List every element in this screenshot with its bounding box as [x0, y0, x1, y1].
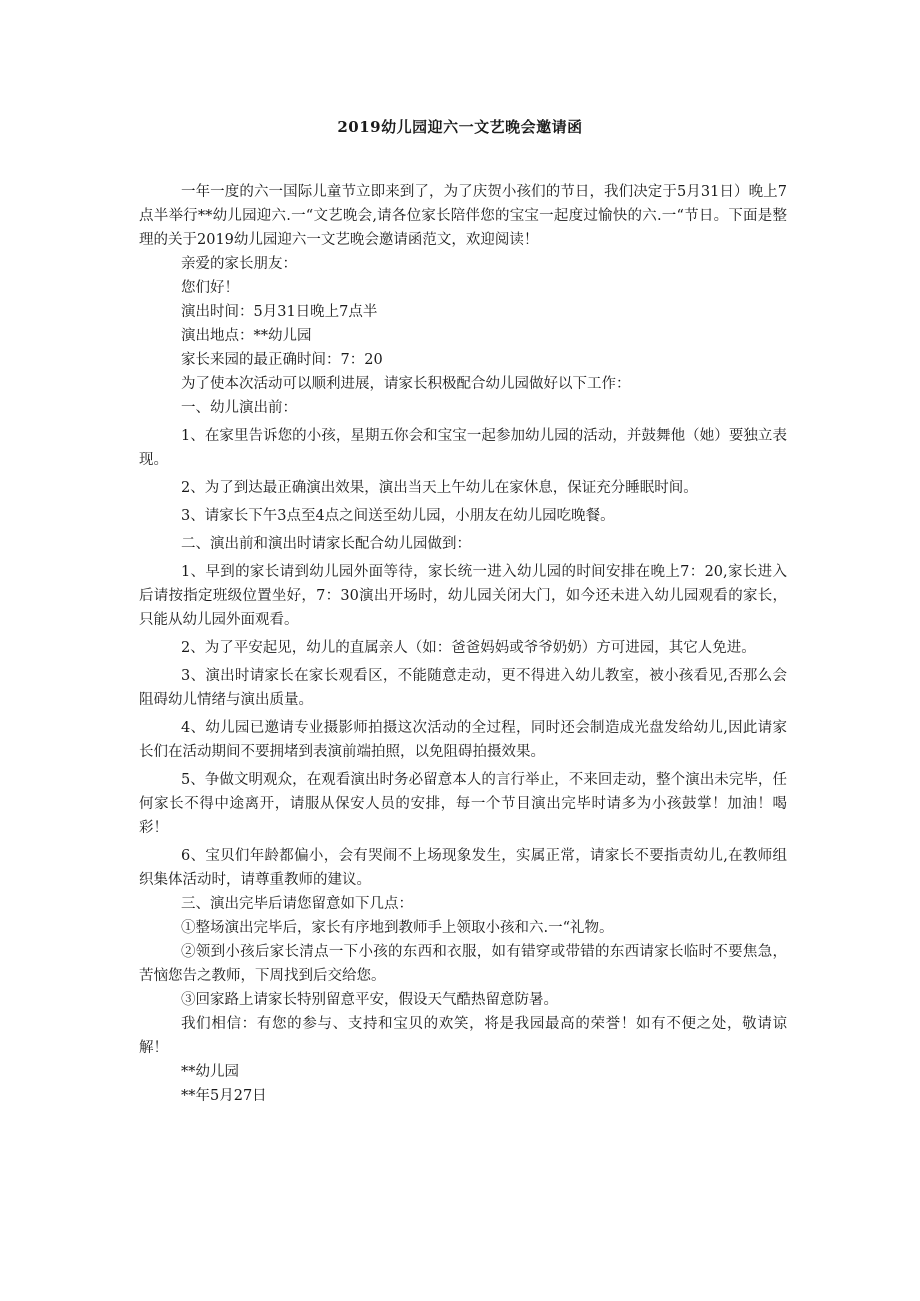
signature-date: **年5月27日 — [181, 1088, 267, 1104]
show-time: 演出时间：5月31日晚上7点半 — [181, 304, 378, 320]
document-body — [139, 180, 787, 1108]
section-heading-3: 三、演出完毕后请您留意如下几点： — [181, 896, 413, 912]
list-item: ②领到小孩后家长清点一下小孩的东西和衣服，如有错穿或带错的东西请家长临时不要焦急，苦恼您告之教师，下周找到后交给您。 — [139, 944, 787, 984]
intro-paragraph: 一年一度的六一国际儿童节立即来到了，为了庆贺小孩们的节日，我们决定于5月31日）晚上7点半举行**幼儿园迎六.一“文艺晚会,请各位家长陪伴您的宝宝一起度过愉快的六.一“节日。下面是整理的关于2019幼儿园迎六一文艺晚会邀请函范文，欢迎阅读！ — [139, 184, 787, 248]
section-heading-2: 二、演出前和演出时请家长配合幼儿园做到： — [181, 536, 471, 552]
show-location: 演出地点：**幼儿园 — [181, 328, 312, 344]
list-item: 2、为了到达最正确演出效果，演出当天上午幼儿在家休息，保证充分睡眠时间。 — [181, 480, 698, 496]
page-title: 2019幼儿园迎六一文艺晚会邀请函 — [337, 118, 583, 136]
list-item: 3、演出时请家长在家长观看区，不能随意走动，更不得进入幼儿教室，被小孩看见,否那么会阻碍幼儿情绪与演出质量。 — [139, 668, 787, 708]
list-item: 3、请家长下午3点至4点之间送至幼儿园，小朋友在幼儿园吃晚餐。 — [181, 508, 615, 524]
list-item: ③回家路上请家长特别留意平安，假设天气酷热留意防暑。 — [181, 992, 558, 1008]
list-item: 1、在家里告诉您的小孩，星期五你会和宝宝一起参加幼儿园的活动，并鼓舞他（她）要独立表现。 — [139, 428, 787, 468]
list-item: ①整场演出完毕后，家长有序地到教师手上领取小孩和六.一“礼物。 — [181, 920, 614, 936]
salutation: 亲爱的家长朋友： — [181, 256, 297, 272]
section-heading-1: 一、幼儿演出前： — [181, 400, 297, 416]
signature-org: **幼儿园 — [181, 1064, 239, 1080]
greeting: 您们好！ — [181, 280, 239, 296]
list-item: 4、幼儿园已邀请专业摄影师拍摄这次活动的全过程，同时还会制造成光盘发给幼儿,因此请家长们在活动期间不要拥堵到表演前端拍照，以免阻碍拍摄效果。 — [139, 720, 787, 760]
closing-paragraph: 我们相信：有您的参与、支持和宝贝的欢笑，将是我园最高的荣誉！如有不便之处，敬请谅解！ — [139, 1016, 787, 1056]
list-item: 6、宝贝们年龄都偏小，会有哭闹不上场现象发生，实属正常，请家长不要指责幼儿,在教师组织集体活动时，请尊重教师的建议。 — [139, 848, 787, 888]
list-item: 1、早到的家长请到幼儿园外面等待，家长统一进入幼儿园的时间安排在晚上7：20,家长进入后请按指定班级位置坐好，7：30演出开场时，幼儿园关闭大门，如今还未进入幼儿园观看的家长，只能从幼儿园外面观看。 — [139, 564, 787, 628]
arrival-time: 家长来园的最正确时间：7：20 — [181, 352, 383, 368]
cooperation-note: 为了使本次活动可以顺利进展，请家长积极配合幼儿园做好以下工作： — [181, 376, 631, 392]
list-item: 5、争做文明观众，在观看演出时务必留意本人的言行举止，不来回走动，整个演出未完毕，任何家长不得中途离开，请服从保安人员的安排，每一个节目演出完毕时请多为小孩鼓掌！加油！喝彩！ — [139, 772, 787, 836]
list-item: 2、为了平安起见，幼儿的直属亲人（如：爸爸妈妈或爷爷奶奶）方可进园，其它人免进。 — [181, 640, 756, 656]
